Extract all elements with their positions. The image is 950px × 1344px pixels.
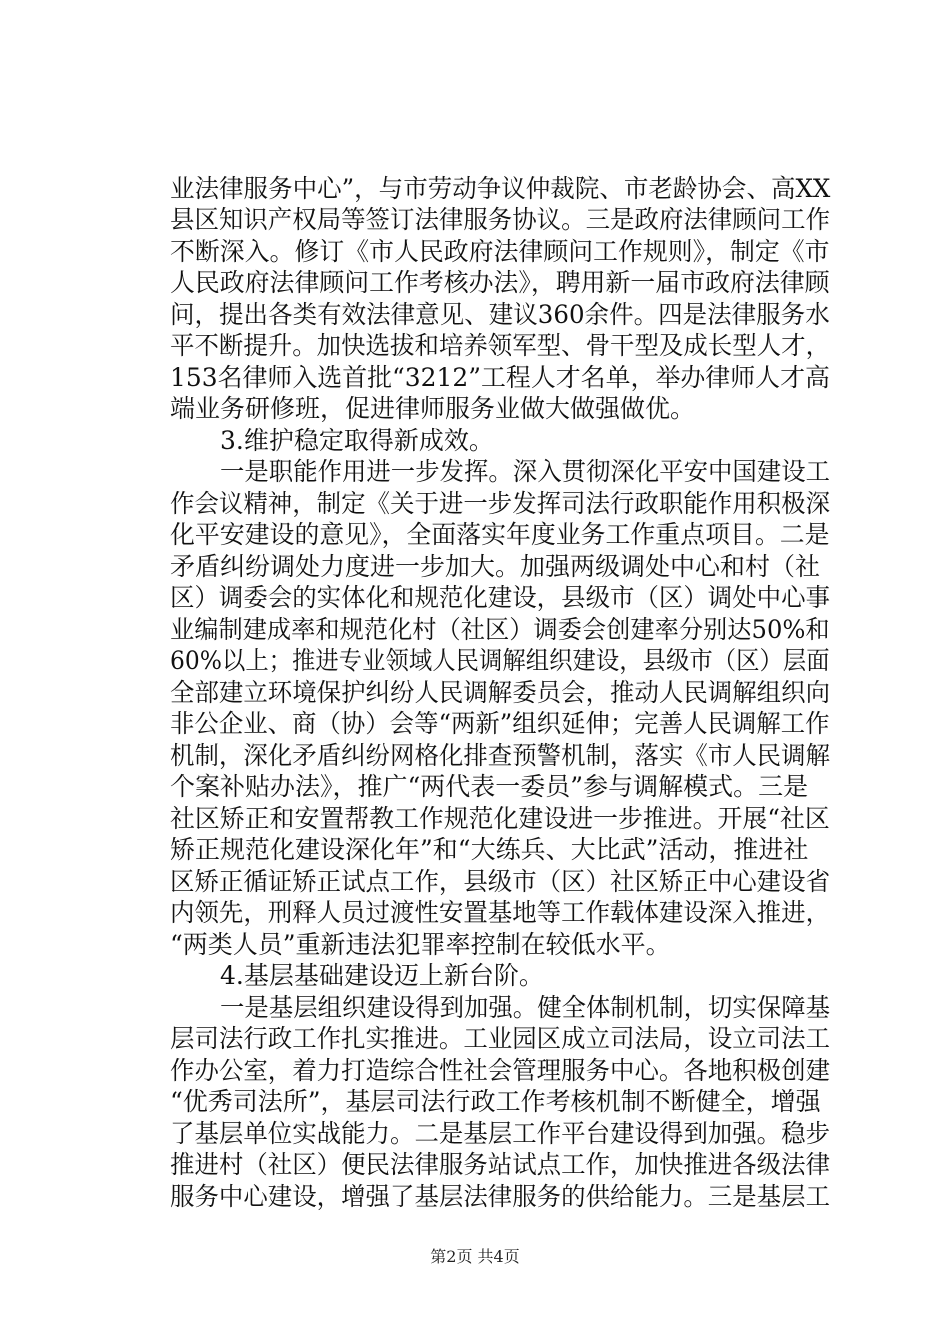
text-line: 区）调委会的实体化和规范化建设，县级市（区）调处中心事 — [170, 583, 831, 612]
text-line: 非公企业、商（协）会等“两新”组织延伸；完善人民调解工作 — [170, 709, 830, 738]
text-line: 社区矫正和安置帮教工作规范化建设进一步推进。开展“社区 — [170, 804, 830, 833]
text-line: 端业务研修班，促进律师服务业做大做强做优。 — [170, 394, 696, 423]
section-heading: 3.维护稳定取得新成效。 — [220, 426, 494, 455]
text-line: 不断深入。修订《市人民政府法律顾问工作规则》，制定《市 — [170, 237, 830, 266]
page-footer: 第2页 共4页 — [430, 1247, 520, 1266]
text-line: 化平安建设的意见》，全面落实年度业务工作重点项目。二是 — [170, 520, 830, 549]
text-line: 一是基层组织建设得到加强。健全体制机制，切实保障基 — [220, 993, 831, 1022]
text-line: 内领先，刑释人员过渡性安置基地等工作载体建设深入推进， — [170, 898, 831, 927]
text-line: 矛盾纠纷调处力度进一步加大。加强两级调处中心和村（社 — [170, 552, 821, 581]
text-line: 县区知识产权局等签订法律服务协议。三是政府法律顾问工作 — [170, 205, 831, 234]
text-line: 问，提出各类有效法律意见、建议360余件。四是法律服务水 — [170, 300, 830, 329]
text-line: 了基层单位实战能力。二是基层工作平台建设得到加强。稳步 — [170, 1119, 831, 1148]
text-line: 推进村（社区）便民法律服务站试点工作，加快推进各级法律 — [170, 1150, 831, 1179]
section-heading: 4.基层基础建设迈上新台阶。 — [220, 961, 544, 990]
text-line: 作会议精神，制定《关于进一步发挥司法行政职能作用积极深 — [170, 489, 831, 518]
text-line: “两类人员”重新违法犯罪率控制在较低水平。 — [170, 930, 671, 959]
text-line: 60%以上；推进专业领域人民调解组织建设，县级市（区）层面 — [170, 646, 830, 675]
text-line: 机制，深化矛盾纠纷网格化排查预警机制，落实《市人民调解 — [170, 741, 831, 770]
text-line: 全部建立环境保护纠纷人民调解委员会，推动人民调解组织向 — [170, 678, 831, 707]
text-line: 个案补贴办法》，推广“两代表一委员”参与调解模式。三是 — [170, 772, 809, 801]
text-line: 业法律服务中心”，与市劳动争议仲裁院、市老龄协会、高XX — [170, 174, 831, 203]
text-line: 作办公室，着力打造综合性社会管理服务中心。各地积极创建 — [170, 1056, 831, 1085]
text-line: 矫正规范化建设深化年”和“大练兵、大比武”活动，推进社 — [170, 835, 809, 864]
text-line: 服务中心建设，增强了基层法律服务的供给能力。三是基层工 — [170, 1182, 831, 1211]
text-line: 区矫正循证矫正试点工作，县级市（区）社区矫正中心建设省 — [170, 867, 831, 896]
text-line: 平不断提升。加快选拔和培养领军型、骨干型及成长型人才， — [170, 331, 831, 360]
text-line: 人民政府法律顾问工作考核办法》，聘用新一届市政府法律顾 — [170, 268, 830, 297]
text-line: 153名律师入选首批“3212”工程人才名单，举办律师人才高 — [170, 363, 830, 392]
text-line: 业编制建成率和规范化村（社区）调委会创建率分别达50%和 — [170, 615, 830, 644]
text-line: 层司法行政工作扎实推进。工业园区成立司法局，设立司法工 — [170, 1024, 831, 1053]
text-line: “优秀司法所”，基层司法行政工作考核机制不断健全，增强 — [170, 1087, 821, 1116]
text-line: 一是职能作用进一步发挥。深入贯彻深化平安中国建设工 — [220, 457, 831, 486]
